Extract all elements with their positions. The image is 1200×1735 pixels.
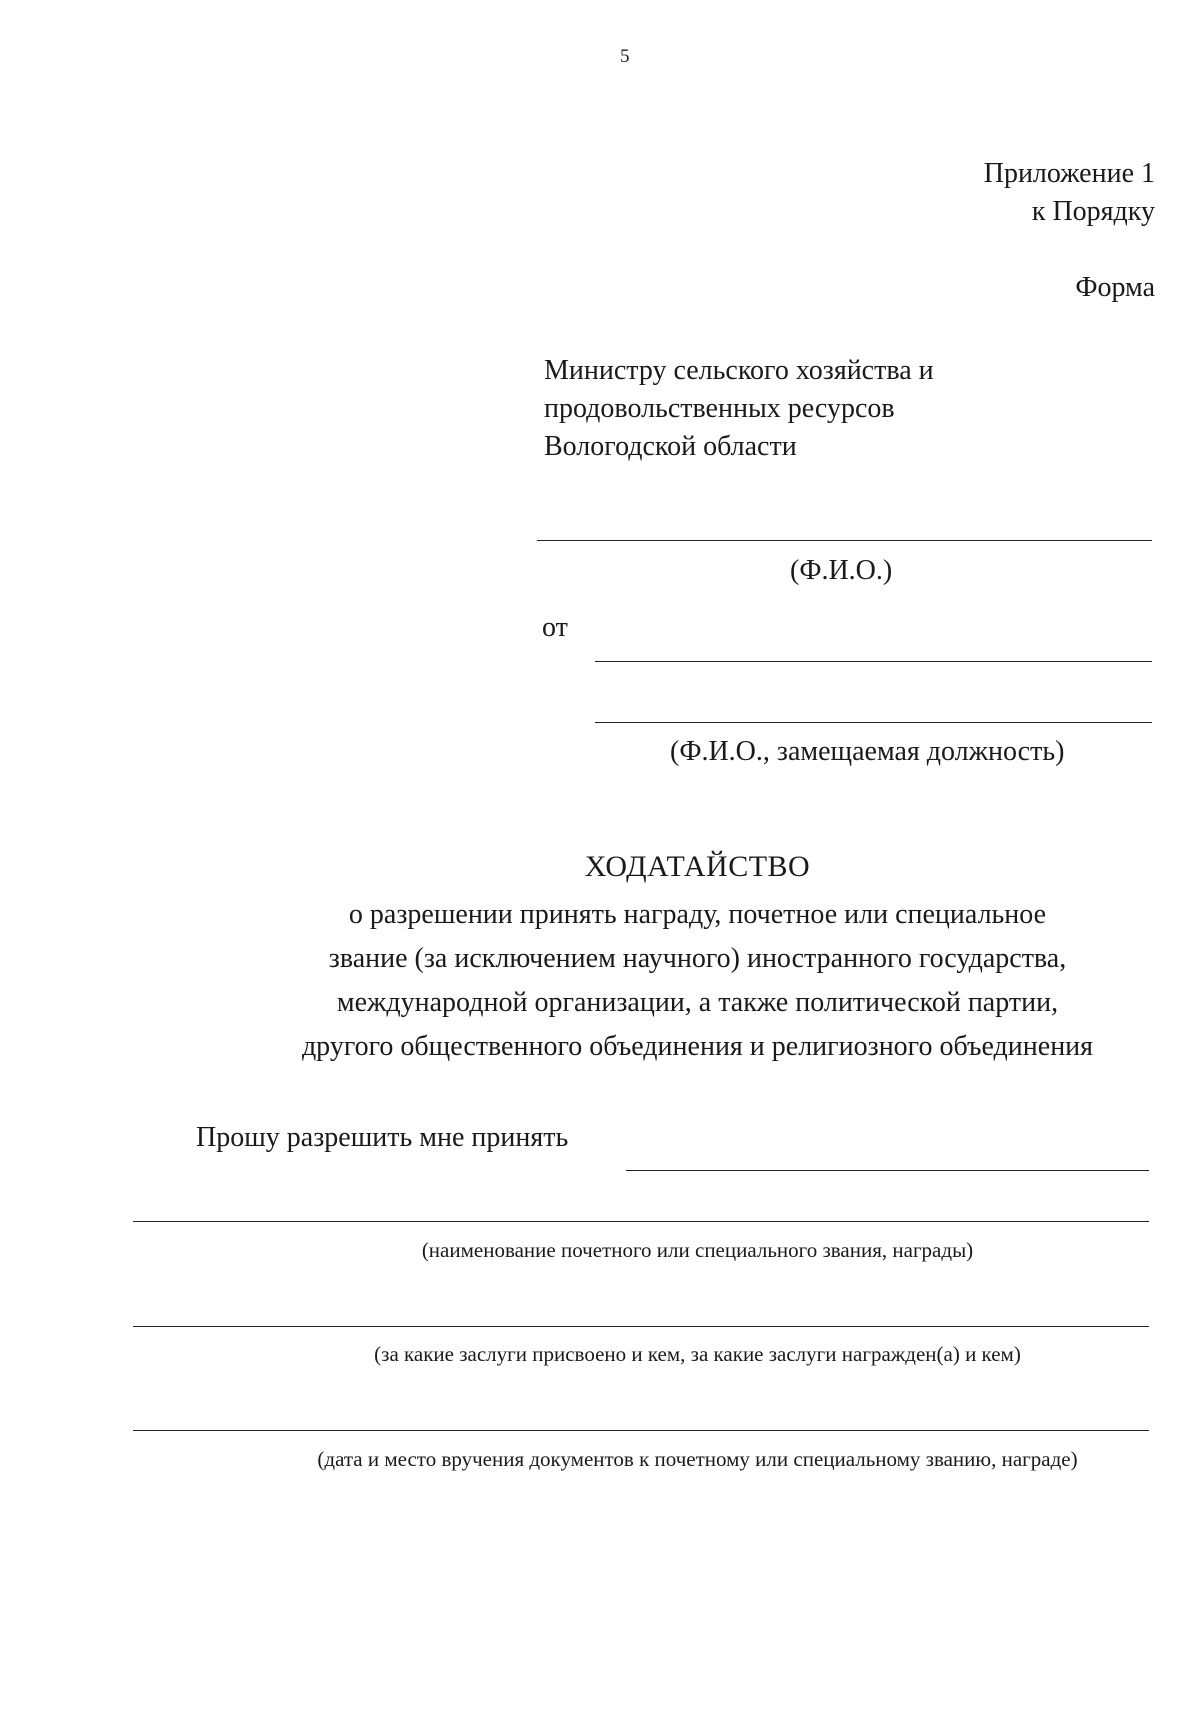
date-place-line[interactable] xyxy=(133,1430,1149,1431)
document-title: ХОДАТАЙСТВО xyxy=(584,850,811,883)
applicant-caption: (Ф.И.О., замещаемая должность) xyxy=(670,736,1065,767)
addressee-line-1: Министру сельского хозяйства и xyxy=(544,355,934,386)
subtitle-line-1: о разрешении принять награду, почетное или специальное xyxy=(348,899,1047,930)
applicant-line-2[interactable] xyxy=(595,722,1152,723)
recipient-fio-line[interactable] xyxy=(537,540,1152,541)
recipient-fio-caption: (Ф.И.О.) xyxy=(790,555,893,586)
request-text: Прошу разрешить мне принять xyxy=(196,1122,569,1153)
award-name-caption: (наименование почетного или специального звания, награды) xyxy=(421,1238,974,1262)
merits-line[interactable] xyxy=(133,1326,1149,1327)
applicant-line-1[interactable] xyxy=(595,661,1152,662)
addressee-line-2: продовольственных ресурсов xyxy=(544,393,895,424)
page-number: 5 xyxy=(620,46,630,67)
subtitle-line-4: другого общественного объединения и религиозного объединения xyxy=(301,1031,1094,1062)
form-label: Форма xyxy=(1075,272,1155,303)
subtitle-line-2: звание (за исключением научного) иностранного государства, xyxy=(328,943,1067,974)
award-line-inline[interactable] xyxy=(626,1170,1149,1171)
document-subtitle xyxy=(0,893,1200,1069)
addressee-block xyxy=(544,352,934,466)
appendix-line-1: Приложение 1 xyxy=(983,158,1155,189)
date-place-caption: (дата и место вручения документов к почетному или специальному званию, награде) xyxy=(317,1447,1078,1471)
merits-caption: (за какие заслуги присвоено и кем, за какие заслуги награжден(а) и кем) xyxy=(374,1342,1021,1366)
appendix-line-2: к Порядку xyxy=(1031,196,1155,227)
appendix-header xyxy=(984,155,1155,231)
from-label: от xyxy=(542,612,568,643)
addressee-line-3: Вологодской области xyxy=(544,431,797,462)
award-name-line[interactable] xyxy=(133,1221,1149,1222)
subtitle-line-3: международной организации, а также политической партии, xyxy=(336,987,1059,1018)
